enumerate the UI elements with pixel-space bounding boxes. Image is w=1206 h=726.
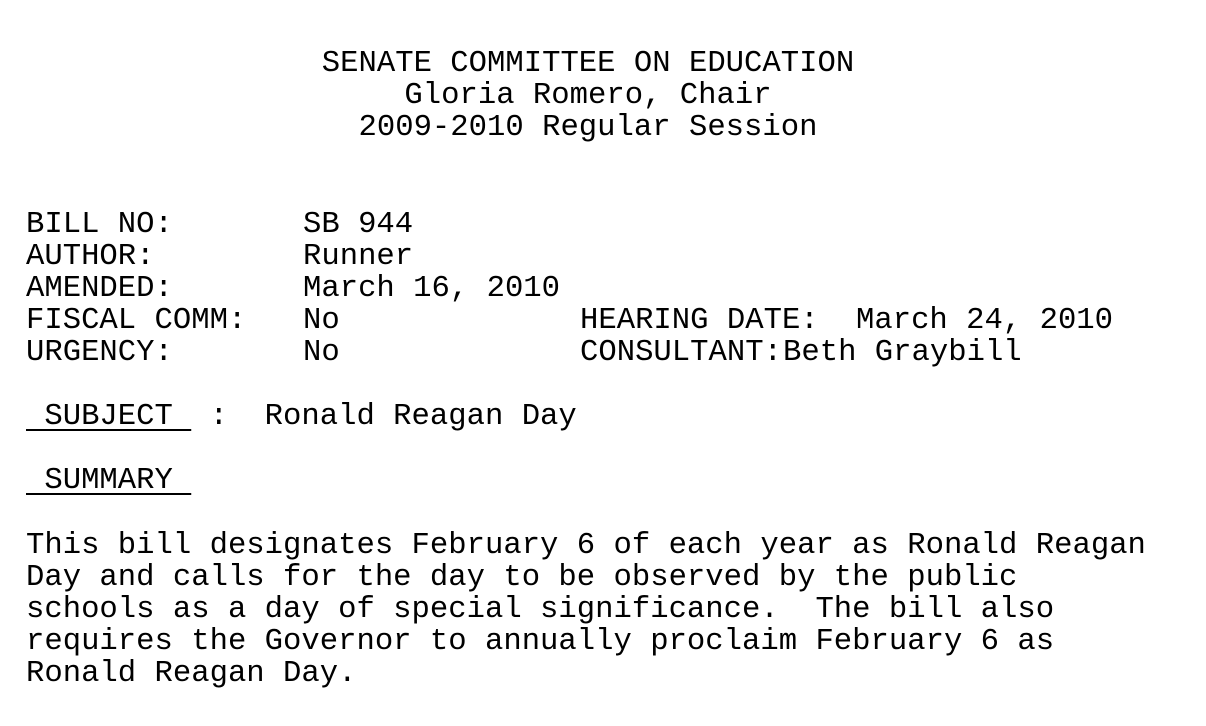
author-label: AUTHOR:	[26, 240, 155, 274]
author-value: Runner	[303, 240, 414, 274]
summary-line: This bill designates February 6 of each year as Ronald Reagan	[26, 529, 1146, 563]
subject-heading: SUBJECT	[26, 400, 192, 434]
consultant-value: Beth Graybill	[783, 336, 1022, 370]
fiscal-comm-label: FISCAL COMM:	[26, 304, 247, 338]
urgency-label: URGENCY:	[26, 336, 173, 370]
committee-title: SENATE COMMITTEE ON EDUCATION	[321, 47, 855, 81]
hearing-date-value: March 24, 2010	[856, 304, 1114, 338]
summary-heading-row	[26, 465, 191, 497]
bill-no-value: SB 944	[303, 208, 414, 242]
amended-label: AMENDED:	[26, 272, 173, 306]
summary-line: Day and calls for the day to be observed by the public	[26, 561, 1018, 595]
summary-line: Ronald Reagan Day.	[26, 657, 357, 691]
fiscal-comm-value: No	[303, 304, 340, 338]
summary-line: schools as a day of special significance. The bill also	[26, 593, 1055, 627]
summary-line: requires the Governor to annually proclaim February 6 as	[26, 625, 1055, 659]
subject-row	[26, 401, 577, 433]
urgency-value: No	[303, 336, 340, 370]
subject-separator: :	[191, 400, 265, 434]
hearing-date-label: HEARING DATE:	[580, 304, 819, 338]
consultant-label: CONSULTANT:	[580, 336, 782, 370]
bill-no-label: BILL NO:	[26, 208, 173, 242]
subject-value: Ronald Reagan Day	[264, 400, 577, 434]
amended-value: March 16, 2010	[303, 272, 561, 306]
session-title: 2009-2010 Regular Session	[358, 111, 818, 145]
summary-heading: SUMMARY	[26, 464, 192, 498]
committee-chair: Gloria Romero, Chair	[404, 79, 772, 113]
